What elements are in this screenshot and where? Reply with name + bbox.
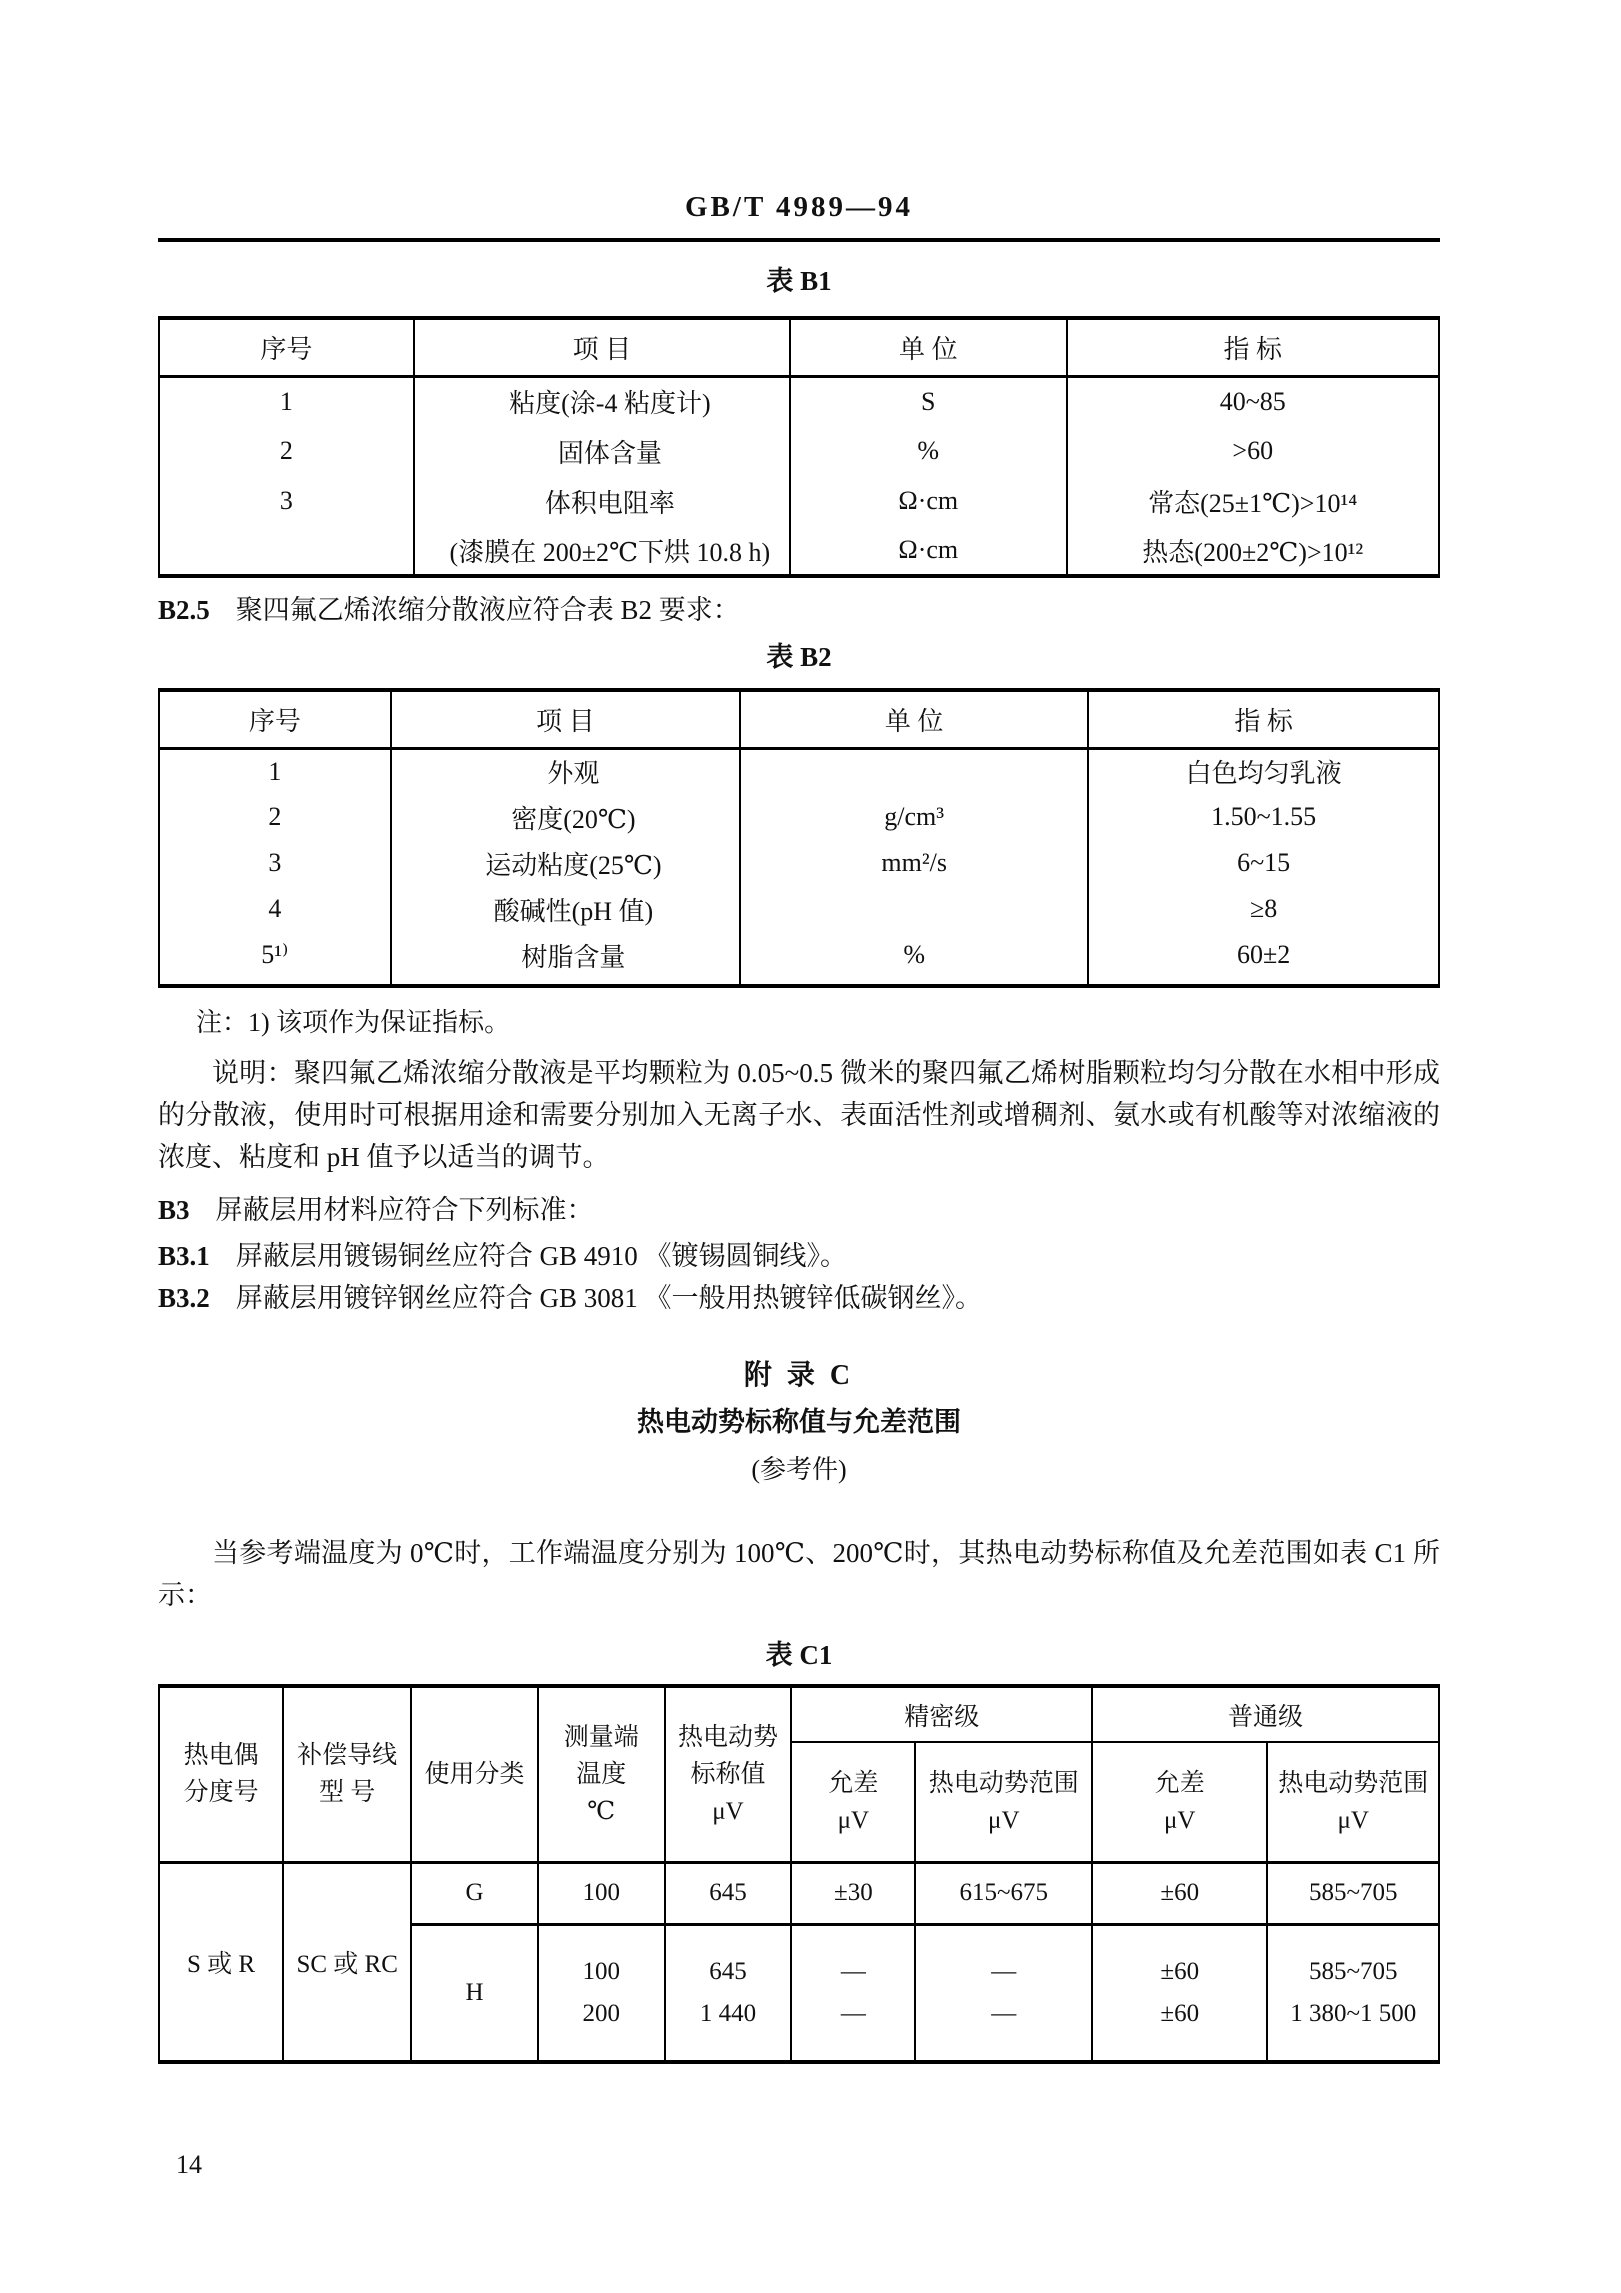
cell-prec-range: — — (915, 1924, 1092, 2062)
cell-item: 粘度(涂-4 粘度计) (414, 376, 790, 426)
table-row (159, 932, 1439, 986)
clause-text: 聚四氟乙烯浓缩分散液应符合表 B2 要求： (235, 595, 740, 625)
cell-spec: 白色均匀乳液 (1088, 748, 1439, 794)
cell-prec-tolerance: — — (791, 1924, 915, 2062)
cell-unit: Ω·cm (790, 476, 1066, 526)
table-b2-header-row (159, 690, 1439, 748)
cell-no: 3 (159, 476, 414, 526)
cell-thermocouple-type: S 或 R (159, 1862, 283, 2062)
clause-label: B3 (158, 1195, 190, 1225)
table-c1-group-header-row (159, 1686, 1439, 1742)
column-header-spec: 指 标 (1088, 690, 1439, 748)
appendix-c-title: 附 录 C (743, 1360, 855, 1391)
cell-unit (740, 886, 1088, 932)
cell-item: 固体含量 (414, 426, 790, 476)
cell-spec: 60±2 (1088, 932, 1439, 986)
cell-unit: g/cm³ (740, 794, 1088, 840)
cell-no: 2 (159, 794, 391, 840)
cell-item: 密度(20℃) (391, 794, 740, 840)
table-row (159, 840, 1439, 886)
table-b2 (158, 688, 1440, 988)
column-header-prec-tolerance: 允差 μV (791, 1742, 915, 1862)
appendix-c-intro: 当参考端温度为 0℃时，工作端温度分别为 100℃、200℃时，其热电动势标称值及允差范围如表 C1 所示： (158, 1538, 1440, 1610)
cell-item: 酸碱性(pH 值) (391, 886, 740, 932)
clause-label: B3.1 (158, 1241, 210, 1271)
clause-b2-5 (158, 592, 1440, 628)
page-number: 14 (176, 2150, 202, 2179)
table-row (159, 794, 1439, 840)
table-b1-header-row (159, 318, 1439, 376)
explanation-paragraph: 说明：聚四氟乙烯浓缩分散液是平均颗粒为 0.05~0.5 微米的聚四氟乙烯树脂颗粒均匀分散在水相中形成的分散液，使用时可根据用途和需要分别加入无离子水、表面活性剂或增稠剂、氨水或有机酸等对浓缩液的浓度、粘度和 pH 值予以适当的调节。 (158, 1058, 1440, 1172)
cell-temp: 100 (538, 1862, 665, 1924)
cell-use-class: H (411, 1924, 538, 2062)
cell-no: 2 (159, 426, 414, 476)
cell-spec: >60 (1067, 426, 1440, 476)
column-header-spec: 指 标 (1067, 318, 1440, 376)
clause-label: B2.5 (158, 595, 210, 625)
column-header-emf-nominal: 热电动势 标称值 μV (665, 1686, 792, 1862)
cell-use-class: G (411, 1862, 538, 1924)
cell-unit (740, 748, 1088, 794)
table-row (159, 376, 1439, 426)
cell-item: 体积电阻率 (414, 476, 790, 526)
cell-no: 1 (159, 376, 414, 426)
cell-spec: 热态(200±2℃)>10¹² (1067, 526, 1440, 576)
table-b1 (158, 316, 1440, 578)
cell-prec-range: 615~675 (915, 1862, 1092, 1924)
cell-item: (漆膜在 200±2℃下烘 10.8 h) (414, 526, 790, 576)
cell-prec-tolerance: ±30 (791, 1862, 915, 1924)
column-header-ord-tolerance: 允差 μV (1092, 1742, 1267, 1862)
cell-unit: S (790, 376, 1066, 426)
standard-number-title: GB/T 4989—94 (684, 191, 914, 223)
cell-emf: 645 (665, 1862, 792, 1924)
group-header-ordinary-grade: 普通级 (1092, 1686, 1439, 1742)
cell-spec: ≥8 (1088, 886, 1439, 932)
cell-ord-range: 585~705 (1267, 1862, 1439, 1924)
table-row (159, 476, 1439, 526)
table-row (159, 886, 1439, 932)
column-header-item: 项 目 (391, 690, 740, 748)
column-header-item: 项 目 (414, 318, 790, 376)
cell-no: 1 (159, 748, 391, 794)
cell-unit: % (740, 932, 1088, 986)
cell-no: 4 (159, 886, 391, 932)
cell-ord-range: 585~705 1 380~1 500 (1267, 1924, 1439, 2062)
cell-item: 外观 (391, 748, 740, 794)
table-row-class-g (159, 1862, 1439, 1924)
appendix-c-subtitle: 热电动势标称值与允差范围 (637, 1407, 961, 1437)
column-header-no: 序号 (159, 318, 414, 376)
clause-b3 (158, 1192, 1440, 1228)
clause-text: 屏蔽层用材料应符合下列标准： (215, 1195, 594, 1225)
table-c1 (158, 1684, 1440, 2064)
cell-no (159, 526, 414, 576)
cell-no: 5¹⁾ (159, 932, 391, 986)
column-header-ord-emf-range: 热电动势范围 μV (1267, 1742, 1439, 1862)
cell-item: 运动粘度(25℃) (391, 840, 740, 886)
table-row (159, 748, 1439, 794)
cell-comp-wire-model: SC 或 RC (283, 1862, 411, 2062)
cell-spec: 1.50~1.55 (1088, 794, 1439, 840)
table-row (159, 426, 1439, 476)
appendix-c-doc-type: (参考件) (751, 1455, 847, 1484)
clause-label: B3.2 (158, 1283, 210, 1313)
cell-ord-tolerance: ±60 ±60 (1092, 1924, 1267, 2062)
column-header-unit: 单 位 (740, 690, 1088, 748)
table-b1-caption: 表 B1 (766, 266, 832, 296)
column-header-no: 序号 (159, 690, 391, 748)
header-rule (158, 238, 1440, 242)
table-b2-caption: 表 B2 (766, 642, 832, 672)
cell-unit: % (790, 426, 1066, 476)
cell-unit: Ω·cm (790, 526, 1066, 576)
cell-spec: 常态(25±1℃)>10¹⁴ (1067, 476, 1440, 526)
column-header-use-class: 使用分类 (411, 1686, 538, 1862)
clause-text: 屏蔽层用镀锡铜丝应符合 GB 4910 《镀锡圆铜线》。 (235, 1241, 848, 1271)
cell-unit: mm²/s (740, 840, 1088, 886)
column-header-measuring-temp: 测量端 温度 ℃ (538, 1686, 665, 1862)
column-header-prec-emf-range: 热电动势范围 μV (915, 1742, 1092, 1862)
cell-ord-tolerance: ±60 (1092, 1862, 1267, 1924)
group-header-precision-grade: 精密级 (791, 1686, 1092, 1742)
table-row (159, 526, 1439, 576)
column-header-comp-wire: 补偿导线 型 号 (283, 1686, 411, 1862)
cell-emf: 645 1 440 (665, 1924, 792, 2062)
column-header-thermocouple: 热电偶 分度号 (159, 1686, 283, 1862)
cell-temp: 100 200 (538, 1924, 665, 2062)
clause-b3-1 (158, 1238, 1440, 1274)
table-c1-caption: 表 C1 (765, 1640, 833, 1670)
clause-b3-2 (158, 1280, 1440, 1316)
cell-no: 3 (159, 840, 391, 886)
cell-spec: 40~85 (1067, 376, 1440, 426)
clause-text: 屏蔽层用镀锌钢丝应符合 GB 3081 《一般用热镀锌低碳钢丝》。 (235, 1283, 983, 1313)
cell-spec: 6~15 (1088, 840, 1439, 886)
column-header-unit: 单 位 (790, 318, 1066, 376)
cell-item: 树脂含量 (391, 932, 740, 986)
page-content (158, 0, 1440, 2180)
table-b2-footnote: 注：1) 该项作为保证指标。 (196, 1008, 511, 1037)
